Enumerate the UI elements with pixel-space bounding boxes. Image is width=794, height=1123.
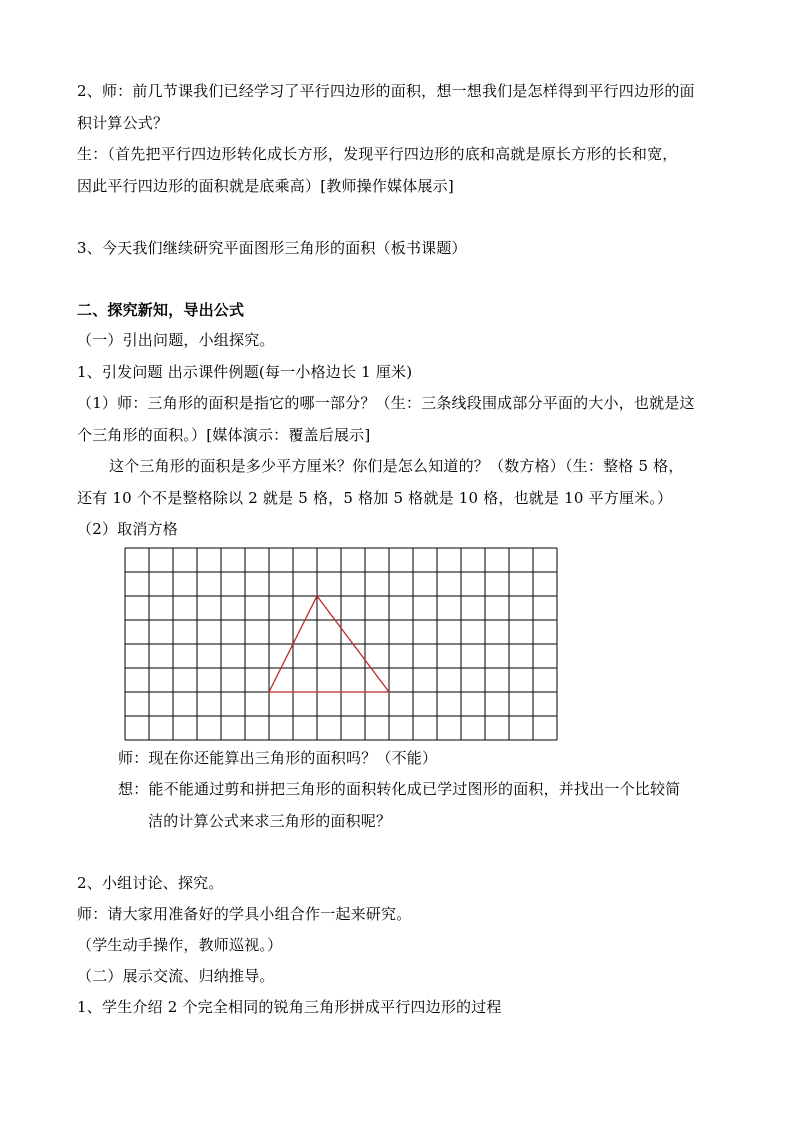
- text-line: 还有 10 个不是整格除以 2 就是 5 格，5 格加 5 格就是 10 格，也就是 10 平方厘米。）: [77, 489, 673, 507]
- text-line: 这个三角形的面积是多少平方厘米？你们是怎么知道的？（数方格）（生：整格 5 格，: [109, 457, 684, 475]
- sub-heading: （二）展示交流、归纳推导。: [77, 967, 275, 985]
- text-line: 1、引发问题 出示课件例题(每一小格边长 1 厘米): [77, 363, 413, 381]
- text-line: （1）师：三角形的面积是指它的哪一部分？（生：三条线段围成部分平面的大小，也就是这: [77, 394, 695, 412]
- text-line: 3、今天我们继续研究平面图形三角形的面积（板书课题）: [77, 239, 467, 257]
- text-line: 积计算公式？: [77, 114, 169, 132]
- section-heading: 二、探究新知，导出公式: [77, 301, 245, 319]
- text-line: 师：现在你还能算出三角形的面积吗？（不能）: [118, 749, 438, 767]
- text-line: 2、师：前几节课我们已经学习了平行四边形的面积，想一想我们是怎样得到平行四边形的面: [77, 82, 695, 100]
- text-line: 个三角形的面积。）[媒体演示：覆盖后展示]: [77, 426, 371, 444]
- text-line: （学生动手操作，教师巡视。）: [77, 936, 283, 954]
- grid-triangle-figure: [124, 547, 558, 743]
- text-line: 生：（首先把平行四边形转化成长方形，发现平行四边形的底和高就是原长方形的长和宽，: [77, 145, 678, 163]
- text-line: 1、学生介绍 2 个完全相同的锐角三角形拼成平行四边形的过程: [77, 998, 502, 1016]
- text-line: 想：能不能通过剪和拼把三角形的面积转化成已学过图形的面积，并找出一个比较简: [118, 780, 681, 798]
- text-line: （2）取消方格: [77, 520, 178, 538]
- text-line: 师：请大家用准备好的学具小组合作一起来研究。: [77, 905, 412, 923]
- sub-heading: （一）引出问题，小组探究。: [77, 331, 275, 349]
- text-line: 2、小组讨论、探究。: [77, 874, 224, 892]
- text-line: 洁的计算公式来求三角形的面积呢？: [148, 812, 392, 830]
- text-line: 因此平行四边形的面积就是底乘高）[教师操作媒体展示]: [77, 177, 454, 195]
